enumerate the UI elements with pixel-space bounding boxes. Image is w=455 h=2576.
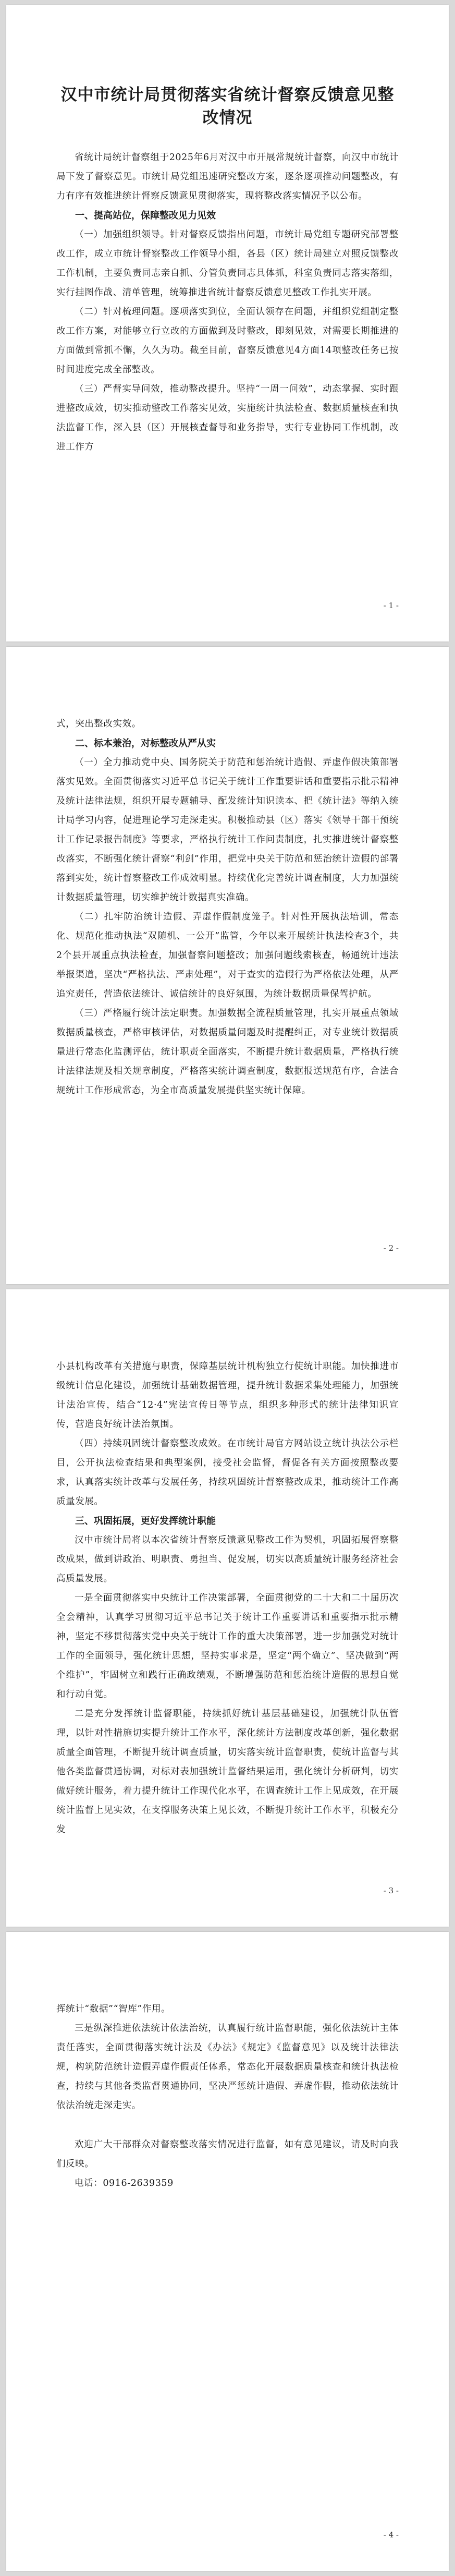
feedback-invitation: 欢迎广大干部群众对督察整改落实情况进行监督，如有意见建议，请及时向我们反映。 [56, 2139, 399, 2169]
paragraph-2-1: （一）全力推动党中央、国务院关于防范和惩治统计造假、弄虚作假决策部署落实见效。全面贯彻落实习近平总书记关于统计工作重要讲话和重要指示批示精神及统计法律法规，组织开展专题辅导、配发统计知识读本、把《统计法》等纳入统计局学习内容，促进理论学习走深走实。积极推动县（区）落实《领导干部干预统计工作记录报告制度》等要求，严格执行统计工作问责制度，扎实推进统计督察整改落实，不断强化统计督察“利剑”作用，把党中央关于防范和惩治统计造假的部署落到实处，统计督察整改工作成效明显。持续优化完善统计调查制度，大力加强统计数据质量管理，切实维护统计数据真实准确。 [56, 757, 399, 903]
page-number: - 2 - [383, 1243, 399, 1253]
paragraph-3-2: 二是充分发挥统计监督职能，持续抓好统计基层基础建设，加强统计队伍管理，以针对性措施切实提升统计工作水平，深化统计方法制度改革创新，强化数据质量全面管理，不断提升统计调查质量，切实落实统计监督职责，使统计监督与其他各类监督贯通协调，对标对表加强统计监督结果运用，强化统计分析研判，切实做好统计服务，着力提升统计工作现代化水平，在调查统计工作上见成效，在开展统计监督上见实效，在支撑服务决策上见长效，不断提升统计工作水平，积极充分发 [56, 1709, 399, 1835]
phone-number: 0916-2639359 [103, 2178, 174, 2188]
page-number: - 4 - [383, 2530, 399, 2539]
paragraph-1-3: （三）严督实导问效，推动整改提升。坚持“一周一问效”，动态掌握、实时跟进整改成效，切实推动整改工作落实见效，实施统计执法检查、数据质量核查和执法监督工作，深入县（区）开展核查督导和业务指导，实行专业协同工作机制，改进工作方 [56, 384, 399, 452]
paragraph-1-1: （一）加强组织领导。针对督察反馈指出问题，市统计局党组专题研究部署整改工作，成立市统计督察整改工作领导小组，各县（区）统计局建立对照反馈整改工作机制，主要负责同志亲自抓、分管负责同志具体抓，科室负责同志落实落细，实行挂图作战、清单管理，统筹推进省统计督察反馈意见整改工作扎实开展。 [56, 229, 399, 298]
contact-phone-line [56, 2174, 399, 2193]
paragraph-1-2: （二）针对梳理问题。逐项落实到位，全面认领存在问题，并组织党组制定整改工作方案，对能够立行立改的方面做到及时整改，即刻见效，对需要长期推进的方面做到常抓不懈，久久为功。截至目前，督察反馈意见4方面14项整改任务已按时间进度完成全部整改。 [56, 307, 399, 375]
document-page-2 [6, 647, 449, 1284]
intro-paragraph: 省统计局统计督察组于2025年6月对汉中市开展常规统计督察，向汉中市统计局下发了督察意见。市统计局党组迅速研究整改方案，逐条逐项推动问题整改，有力有序有效推进统计督察反馈意见贯彻落实，现将整改落实情况予以公布。 [56, 152, 399, 201]
paragraph-3-3: 三是纵深推进依法统计依法治统，认真履行统计监督职能，强化依法统计主体责任落实，全面贯彻落实统计法及《办法》《规定》《监督意见》以及统计法律法规，构筑防范统计造假弄虚作假责任体系，常态化开展数据质量核查和统计执法检查，持续与其他各类监督贯通协同，坚决严惩统计造假、弄虚作假，推动依法统计依法治统走深走实。 [56, 2023, 399, 2111]
paragraph-2-3: （三）严格履行统计法定职责。加强数据全流程质量管理，扎实开展重点领域数据质量核查，严格审核评估，对数据质量问题及时提醒纠正，对专业统计数据质量进行常态化监测评估，统计职责全面落实，不断提升统计数据质量，严格执行统计法律法规及相关规章制度，严格落实统计调查制度，数据报送规范有序，合法合规统计工作形成常态，为全市高质量发展提供坚实统计保障。 [56, 1008, 399, 1096]
section-3-intro: 汉中市统计局将以本次省统计督察反馈意见整改工作为契机，巩固拓展督察整改成果，做到讲政治、明职责、勇担当、促发展，切实以高质量统计服务经济社会高质量发展。 [56, 1535, 399, 1584]
continued-text: 式，突出整改实效。 [56, 719, 141, 729]
section-heading-2: 二、标本兼治，对标整改从严从实 [75, 738, 216, 749]
continued-text: 小县机构改革有关措施与职责，保障基层统计机构独立行使统计职能。加快推进市级统计信息化建设，加强统计基础数据管理，提升统计数据采集处理能力，加强统计法治宣传，结合“12·4”宪法宣传日等节点，组织多种形式的统计法律知识宣传，营造良好统计法治氛围。 [56, 1361, 399, 1430]
paragraph-3-1: 一是全面贯彻落实中央统计工作决策部署，全面贯彻党的二十大和二十届历次全会精神，认真学习贯彻习近平总书记关于统计工作重要讲话和重要指示批示精神，坚定不移贯彻落实党中央关于统计工作的重大决策部署，进一步加强党对统计工作的全面领导，强化统计思想，坚持实事求是，坚定“两个确立”、坚决做到“两个维护”，牢固树立和践行正确政绩观，不断增强防范和惩治统计造假的思想自觉和行动自觉。 [56, 1593, 399, 1700]
document-title: 汉中市统计局贯彻落实省统计督察反馈意见整改情况 [60, 86, 395, 127]
page-number: - 3 - [383, 1886, 399, 1895]
paragraph-2-4: （四）持续巩固统计督察整改成效。在市统计局官方网站设立统计执法公示栏目，公开执法检查结果和典型案例，接受社会监督，督促各有关方面按照整改要求，认真落实统计改革与发展任务，持续巩固统计督察整改成果，推动统计工作高质量发展。 [56, 1438, 399, 1507]
page-number: - 1 - [383, 601, 399, 610]
section-heading-3: 三、巩固拓展，更好发挥统计职能 [75, 1516, 216, 1527]
continued-text: 挥统计“数据”“智库”作用。 [56, 2004, 171, 2014]
paragraph-2-2: （二）扎牢防治统计造假、弄虚作假制度笼子。针对性开展执法培训，常态化、规范化推动执法“双随机、一公开”监管，今年以来开展统计执法检查3个，共2个县开展重点执法检查，加强督察问题整改；加强问题线索核查，畅通统计违法举报渠道，坚决“严格执法、严肃处理”，对于查实的造假行为严格依法处理，从严追究责任，营造依法统计、诚信统计的良好氛围，为统计数据质量保驾护航。 [56, 912, 399, 999]
document-page-3 [6, 1289, 449, 1927]
document-page-4 [6, 1932, 449, 2571]
phone-label: 电话： [75, 2178, 103, 2188]
document-page-1 [6, 5, 449, 642]
section-heading-1: 一、提高站位，保障整改见力见效 [75, 210, 216, 221]
